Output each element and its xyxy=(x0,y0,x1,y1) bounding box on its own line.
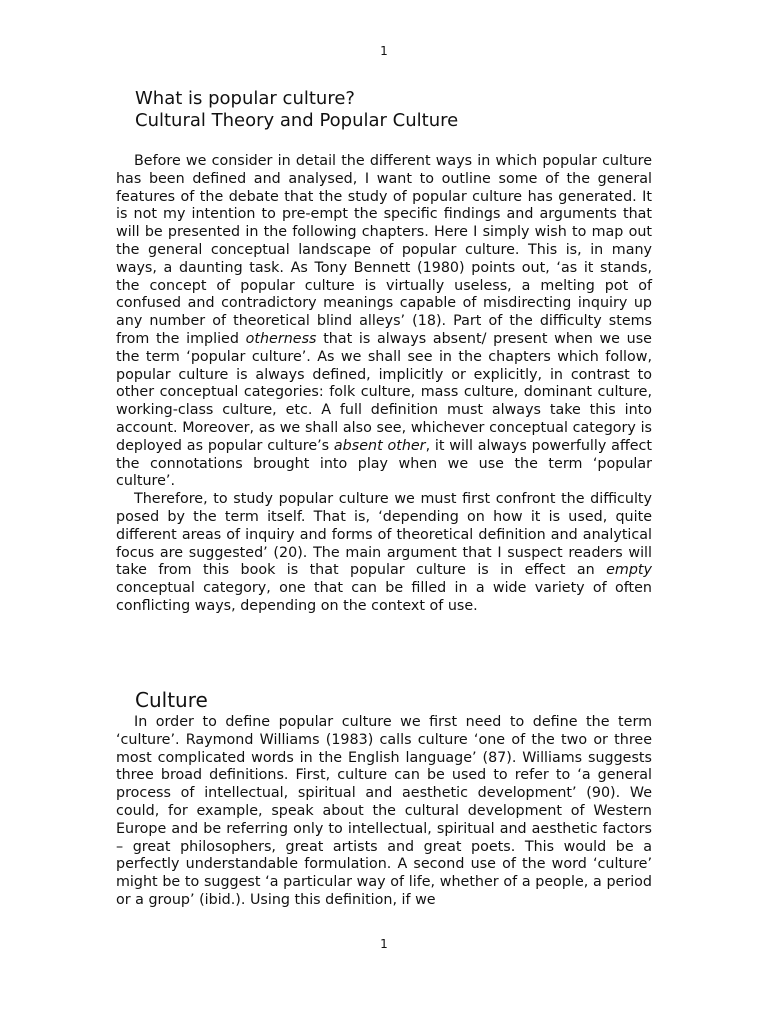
emphasis-text: otherness xyxy=(245,330,317,347)
chapter-subtitle: Cultural Theory and Popular Culture xyxy=(135,110,459,131)
culture-paragraph-1: In order to define popular culture we first need to define the term ‘culture’. Raymond Williams (1983) calls culture ‘one of the two or three most complicated words in the English language’ (87). Williams suggests three broad definitions. First, culture can be used to refer to ‘a general process of intellectual, spiritual and aesthetic development’ (90). We could, for example, speak about the cultural development of Western Europe and be referring only to intellectual, spiritual and aesthetic factors – great philosophers, great artists and great poets. This would be a perfectly understandable formulation. A second use of the word ‘culture’ might be to suggest ‘a particular way of life, whether of a people, a period or a group’ (ibid.). Using this definition, if we xyxy=(116,714,652,908)
chapter-title: What is popular culture? xyxy=(135,88,355,109)
section-heading-culture: Culture xyxy=(135,688,208,712)
culture-section xyxy=(116,714,652,910)
chapter-titles xyxy=(135,88,458,132)
emphasis-text: absent other xyxy=(333,437,426,454)
page-number-bottom: 1 xyxy=(380,937,388,951)
page-number-top: 1 xyxy=(380,44,388,58)
intro-paragraph-1: Before we consider in detail the different ways in which popular culture has been defined and analysed, I want to outline some of the general features of the debate that the study of popular culture has generated. It is not my intention to pre-empt the specific findings and arguments that will be presented in the following chapters. Here I simply wish to map out the general conceptual landscape of popular culture. This is, in many ways, a daunting task. As Tony Bennett (1980) points out, ‘as it stands, the concept of popular culture is virtually useless, a melting pot of confused and contradictory meanings capable of misdirecting inquiry up any number of theoretical blind alleys’ (18). Part of the difficulty stems from the implied otherness that is always absent/ present when we use the term ‘popular culture’. As we shall see in the chapters which follow, popular culture is always defined, implicitly or explicitly, in contrast to other conceptual categories: folk culture, mass culture, dominant culture, working-class culture, etc. A full definition must always take this into account. Moreover, as we shall also see, whichever conceptual category is deployed as popular culture’s absent other, it will always powerfully affect the connotations brought into play when we use the term ‘popular culture’. xyxy=(116,153,652,490)
emphasis-text: empty xyxy=(606,562,652,579)
intro-section xyxy=(116,153,652,616)
intro-paragraph-2: Therefore, to study popular culture we must first confront the difficulty posed by the term itself. That is, ‘depending on how it is used, quite different areas of inquiry and forms of theoretical definition and analytical focus are suggested’ (20). The main argument that I suspect readers will take from this book is that popular culture is in effect an empty conceptual category, one that can be filled in a wide variety of often conflicting ways, depending on the context of use. xyxy=(116,491,652,614)
